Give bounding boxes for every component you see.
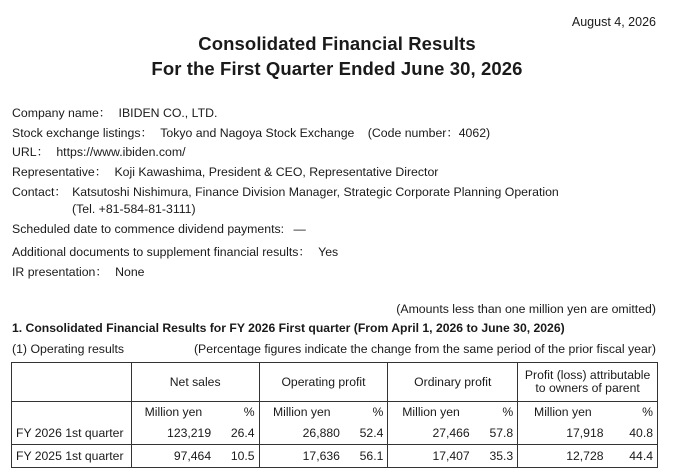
- contact-row: [12, 182, 559, 200]
- ir-value: None: [115, 265, 145, 279]
- company-url-link[interactable]: https://www.ibiden.com/: [56, 145, 186, 159]
- ordinary-profit-value: 27,466: [388, 422, 474, 445]
- documents-row: [12, 242, 338, 260]
- report-subtitle: For the First Quarter Ended June 30, 2026: [151, 58, 523, 79]
- header-operating-profit: Operating profit: [259, 363, 388, 402]
- header-profit-line2: to owners of parent: [535, 381, 640, 395]
- contact-tel: (Tel. +81-584-81-3111): [72, 202, 196, 216]
- dividend-label: Scheduled date to commence dividend payments:: [12, 222, 285, 236]
- table-row: [12, 422, 658, 445]
- ordinary-profit-pct: 35.3: [474, 445, 518, 468]
- net-sales-value: 123,219: [131, 422, 215, 445]
- header-profit-line1: Profit (loss) attributable: [524, 368, 651, 382]
- subsection-title: (1) Operating results: [12, 342, 125, 356]
- report-title: Consolidated Financial Results: [198, 33, 476, 54]
- unit-percent: %: [215, 402, 259, 423]
- header-ordinary-profit: Ordinary profit: [388, 363, 518, 402]
- contact-value: Katsutoshi Nishimura, Finance Division Manager, Strategic Corporate Planning Operation: [72, 185, 559, 199]
- report-date: August 4, 2026: [571, 15, 656, 29]
- operating-profit-pct: 52.4: [344, 422, 388, 445]
- operating-results-table: [11, 362, 658, 468]
- dividend-value: —: [293, 222, 306, 236]
- company-name: IBIDEN CO., LTD.: [118, 106, 218, 120]
- profit-pct: 44.4: [608, 445, 658, 468]
- table-units-row: [12, 402, 658, 423]
- unit-million-yen: Million yen: [388, 402, 474, 423]
- url-label: URL：: [12, 145, 49, 159]
- url-row: [12, 142, 186, 160]
- contact-label: Contact：: [12, 185, 67, 199]
- documents-value: Yes: [318, 245, 339, 259]
- table-row: [12, 445, 658, 468]
- representative-value: Koji Kawashima, President & CEO, Representative Director: [114, 165, 439, 179]
- unit-percent: %: [344, 402, 388, 423]
- unit-million-yen: Million yen: [131, 402, 215, 423]
- representative-label: Representative：: [12, 165, 108, 179]
- table-header-row: [12, 363, 658, 402]
- unit-million-yen: Million yen: [259, 402, 344, 423]
- profit-pct: 40.8: [608, 422, 658, 445]
- exchange-label: Stock exchange listings：: [12, 126, 153, 140]
- net-sales-value: 97,464: [131, 445, 215, 468]
- row-label: FY 2025 1st quarter: [12, 445, 132, 468]
- ir-label: IR presentation：: [12, 265, 108, 279]
- profit-value: 17,918: [518, 422, 608, 445]
- ordinary-profit-value: 17,407: [388, 445, 474, 468]
- section-title: 1. Consolidated Financial Results for FY 2026 First quarter (From April 1, 2026 to June 30, 2026): [12, 321, 565, 335]
- ordinary-profit-pct: 57.8: [474, 422, 518, 445]
- row-label: FY 2026 1st quarter: [12, 422, 132, 445]
- representative-row: [12, 162, 438, 180]
- unit-million-yen: Million yen: [518, 402, 608, 423]
- company-name-row: [12, 103, 217, 121]
- percentage-note: (Percentage figures indicate the change from the same period of the prior fiscal year): [193, 342, 656, 356]
- company-name-label: Company name：: [12, 106, 112, 120]
- dividend-row: [12, 222, 306, 236]
- operating-profit-value: 17,636: [259, 445, 344, 468]
- code-number: (Code number：4062): [367, 126, 491, 140]
- operating-profit-value: 26,880: [259, 422, 344, 445]
- units-blank-cell: [12, 402, 132, 423]
- exchange-value: Tokyo and Nagoya Stock Exchange: [160, 126, 355, 140]
- profit-value: 12,728: [518, 445, 608, 468]
- header-net-sales: Net sales: [131, 363, 259, 402]
- header-profit-attributable: [518, 363, 658, 402]
- ir-row: [12, 262, 145, 280]
- net-sales-pct: 10.5: [215, 445, 259, 468]
- amounts-note: (Amounts less than one million yen are omitted): [396, 302, 656, 316]
- header-blank-cell: [12, 363, 132, 402]
- operating-profit-pct: 56.1: [344, 445, 388, 468]
- unit-percent: %: [474, 402, 518, 423]
- documents-label: Additional documents to supplement financial results：: [12, 245, 311, 259]
- unit-percent: %: [608, 402, 658, 423]
- exchange-row: [12, 123, 490, 141]
- net-sales-pct: 26.4: [215, 422, 259, 445]
